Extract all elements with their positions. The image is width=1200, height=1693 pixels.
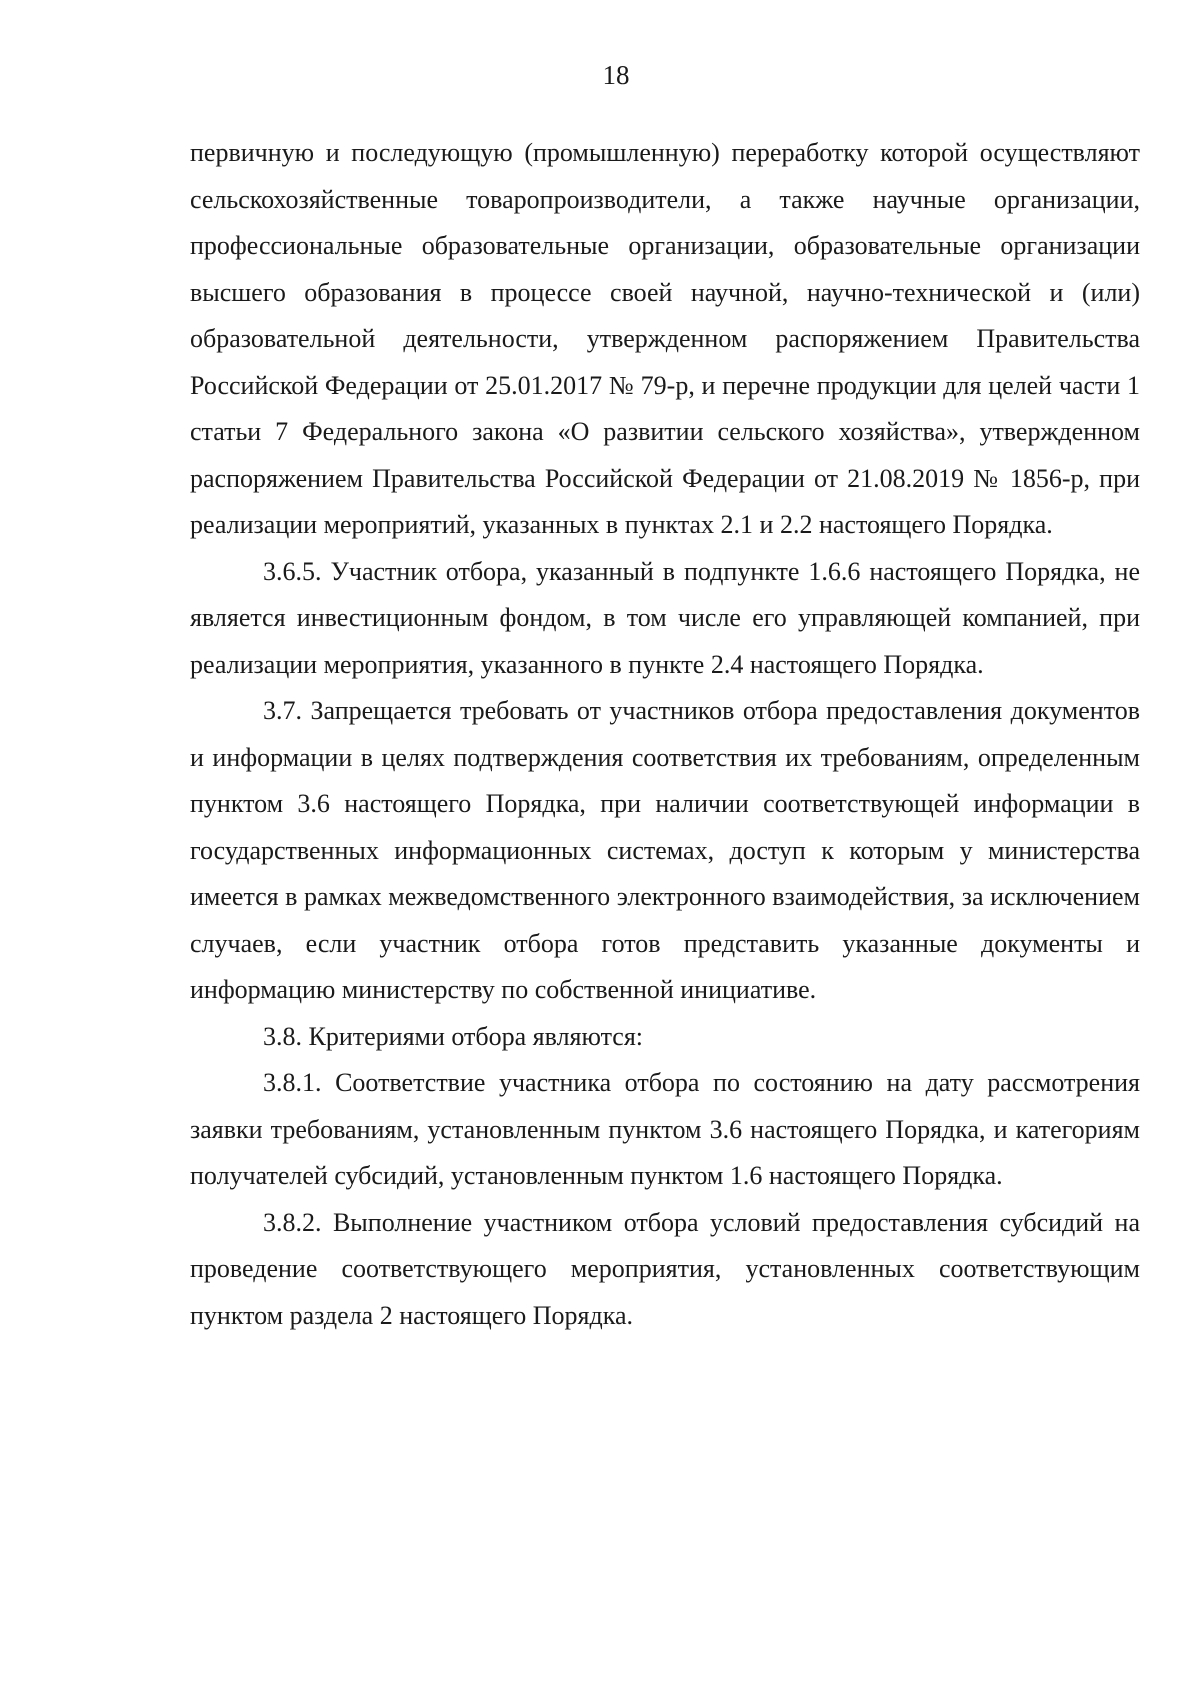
paragraph-3-8: 3.8. Критериями отбора являются:	[263, 1021, 643, 1051]
paragraph-3-6-5: 3.6.5. Участник отбора, указанный в подпункте 1.6.6 настоящего Порядка, не является инвестиционным фондом, в том числе его управляющей компанией, при реализации мероприятия, указанного в пункте 2.4 настоящего Порядка.	[190, 556, 1140, 679]
paragraph-3-8-2: 3.8.2. Выполнение участником отбора условий предоставления субсидий на проведение соответствующего мероприятия, установленных соответствующим пунктом раздела 2 настоящего Порядка.	[190, 1207, 1140, 1330]
paragraph-continuation: первичную и последующую (промышленную) переработку которой осуществляют сельскохозяйственные товаропроизводители, а также научные организации, профессиональные образовательные организации, образовательные организации высшего образования в процессе своей научной, научно-технической и (или) образовательной деятельности, утвержденном распоряжением Правительства Российской Федерации от 25.01.2017 № 79-р, и перечне продукции для целей части 1 статьи 7 Федерального закона «О развитии сельского хозяйства», утвержденном распоряжением Правительства Российской Федерации от 21.08.2019 № 1856-р, при реализации мероприятий, указанных в пунктах 2.1 и 2.2 настоящего Порядка.	[190, 138, 1140, 539]
page-number: 18	[602, 60, 630, 90]
document-body	[190, 130, 1140, 1339]
paragraph-3-8-1: 3.8.1. Соответствие участника отбора по состоянию на дату рассмотрения заявки требованиям, установленным пунктом 3.6 настоящего Порядка, и категориям получателей субсидий, установленным пунктом 1.6 настоящего Порядка.	[190, 1068, 1140, 1190]
paragraph-3-7: 3.7. Запрещается требовать от участников отбора предоставления документов и информации в целях подтверждения соответствия их требованиям, определенным пунктом 3.6 настоящего Порядка, при наличии соответствующей информации в государственных информационных системах, доступ к которым у министерства имеется в рамках межведомственного электронного взаимодействия, за исключением случаев, если участник отбора готов представить указанные документы и информацию министерству по собственной инициативе.	[190, 696, 1140, 1004]
